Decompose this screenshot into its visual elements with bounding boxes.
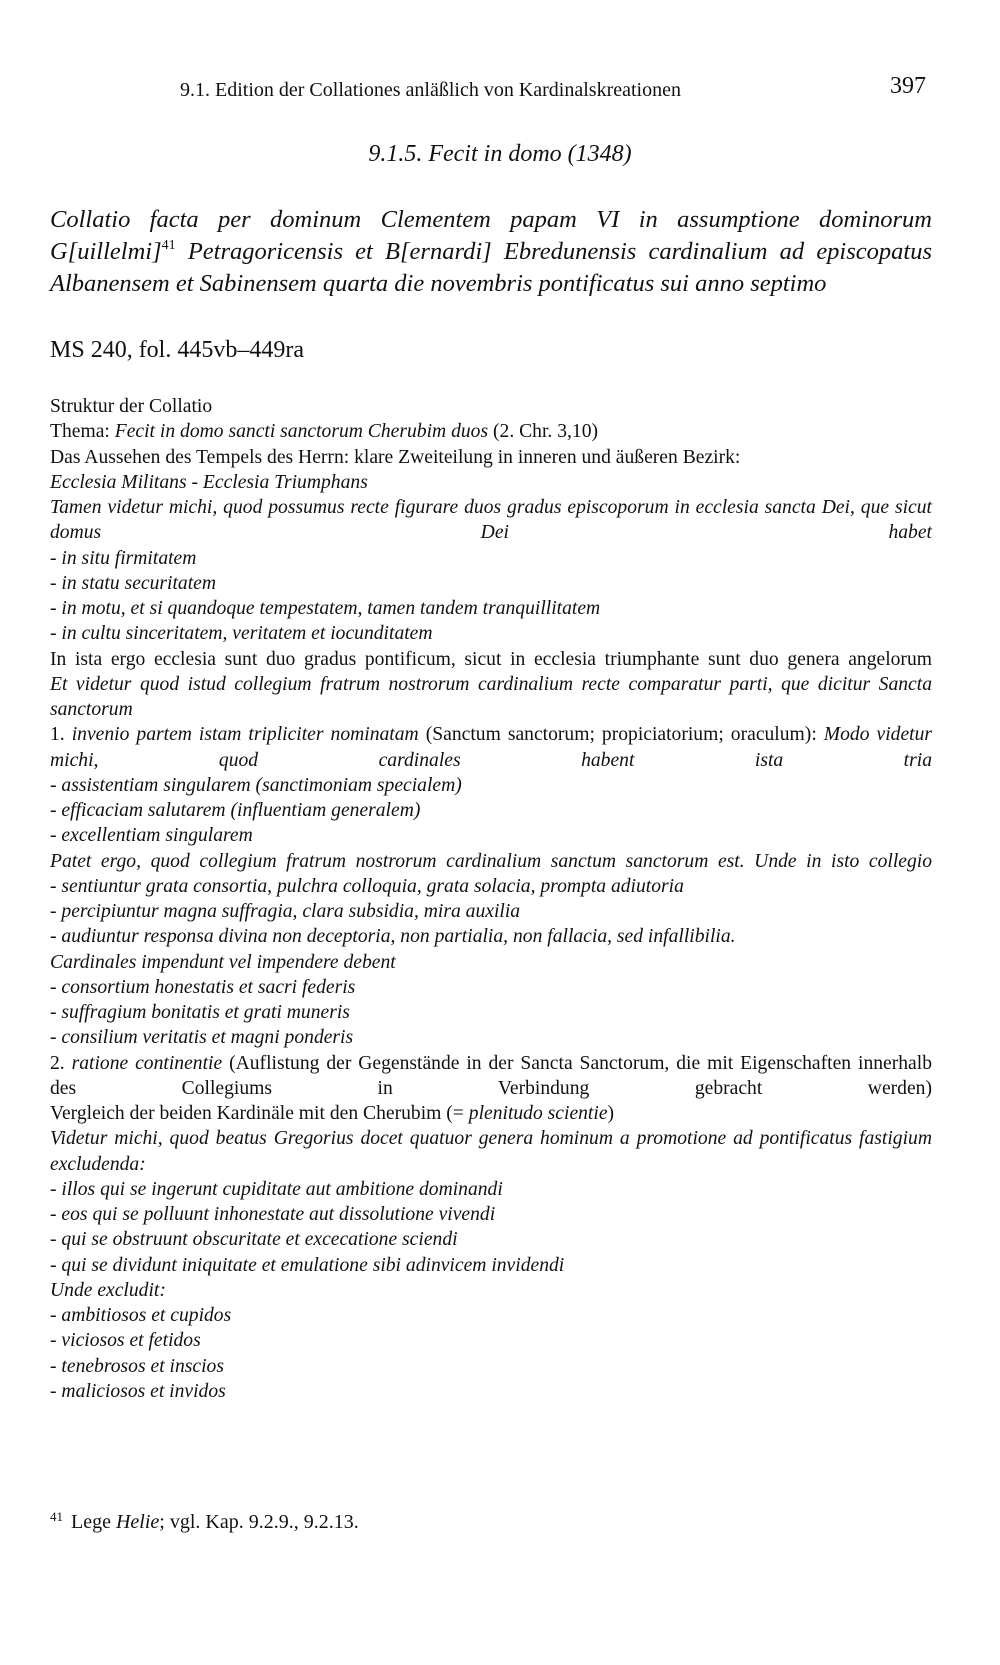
footnote-text-italic: Helie [115,1511,160,1533]
point-2-number: 2. [50,1052,72,1074]
list-item-text: - tenebrosos et inscios [50,1355,224,1377]
list-item-text: - qui se dividunt iniquitate et emulatione sibi adinvicem invidendi [50,1254,565,1276]
patet-paragraph [50,849,932,874]
list-item-text: - in cultu sinceritatem, veritatem et iocunditatem [50,623,433,645]
section-heading: 9.1.5. Fecit in domo (1348) [368,141,632,167]
videtur-text: Videtur michi, quod beatus Gregorius docet quatuor genera hominum a promotione ad pontificatus fastigium excludenda: [50,1128,932,1175]
point-2-italic: ratione continentie [71,1052,223,1074]
list-item [50,1303,932,1328]
list-item-text: - in statu securitatem [50,572,216,594]
title-part-2: Petragoricensis et B[ernardi] Ebredunensis cardinalium ad episcopatus Albanensem et Sabinensem quarta die novembris pontificatus sui anno septimo [50,238,932,297]
cardinales-line [50,950,932,975]
page-number: 397 [890,73,926,99]
tamen-paragraph [50,495,932,546]
list-item [50,1025,932,1050]
collatio-title [50,204,932,300]
footnote-reference: 41 [161,238,176,253]
list-item [50,924,932,949]
list-item-text: - efficaciam salutarem (influentiam generalem) [50,800,421,821]
ecclesia-text: Ecclesia Militans - Ecclesia Triumphans [50,471,368,493]
list-item [50,1354,932,1379]
list-item [50,1202,932,1227]
point-1-italic: invenio partem istam tripliciter nominatam [71,724,419,746]
thema-line [50,419,932,444]
unde-excludit-text: Unde excludit: [50,1279,166,1301]
vergleich-close: ) [607,1103,615,1124]
patet-text: Patet ergo, quod collegium fratrum nostrorum cardinalium sanctum sanctorum est. Unde in isto collegio [50,850,932,872]
footnote-number: 41 [50,1509,63,1524]
list-item-text: - ambitiosos et cupidos [50,1305,232,1326]
et-videtur-paragraph [50,672,932,723]
in-ista-paragraph: In ista ergo ecclesia sunt duo gradus pontificum, sicut in ecclesia triumphante sunt duo genera angelorum [50,648,932,670]
list-item [50,1379,932,1404]
list-item [50,975,932,1000]
list-item-text: - percipiuntur magna suffragia, clara subsidia, mira auxilia [50,901,521,922]
list-item-text: - consortium honestatis et sacri federis [50,976,356,998]
temple-line: Das Aussehen des Tempels des Herrn: klare Zweiteilung in inneren und äußeren Bezirk: [50,446,741,468]
vergleich-line [50,1101,932,1126]
point-1-paragraph [50,722,932,773]
list-item [50,798,932,823]
list-item [50,596,932,621]
list-item-text: - excellentiam singularem [50,825,253,847]
videtur-paragraph [50,1126,932,1177]
et-videtur-text: Et videtur quod istud collegium fratrum nostrorum cardinalium recte comparatur parti, que dicitur Sancta sanctorum [50,673,932,720]
list-item [50,1253,932,1278]
list-item-text: - assistentiam singularem (sanctimoniam specialem) [50,774,462,796]
point-2-roman: (Auflistung der Gegenstände in der Sancta Sanctorum, die mit Eigenschaften innerhalb des Collegiums in Verbindung gebracht werden) [50,1052,932,1099]
list-item-text: - eos qui se polluunt inhonestate aut dissolutione vivendi [50,1204,496,1225]
running-header [180,73,926,104]
list-item [50,874,932,899]
list-item-text: - audiuntur responsa divina non deceptoria, non partialia, non fallacia, sed infallibilia. [50,926,736,948]
manuscript-reference: MS 240, fol. 445vb–449ra [50,337,304,363]
title-part-1: Collatio facta per dominum Clementem papam VI in assumptione dominorum G[uillelmi] [50,206,932,265]
point-1-tail: Modo videtur michi, quod cardinales habent ista tria [50,724,933,771]
vergleich-roman: Vergleich der beiden Kardinäle mit den Cherubim (= [50,1103,469,1124]
list-item-text: - in situ firmitatem [50,547,197,569]
list-item-text: - maliciosos et invidos [50,1380,226,1402]
list-item [50,1227,932,1252]
list-item-text: - sentiuntur grata consortia, pulchra colloquia, grata solacia, prompta adiutoria [50,875,684,897]
vergleich-italic: plenitudo scientie [468,1103,608,1124]
list-item [50,1177,932,1202]
list-item [50,899,932,924]
list-item [50,773,932,798]
thema-text: Fecit in domo sancti sanctorum Cherubim duos [114,421,489,443]
structure-heading: Struktur der Collatio [50,396,213,417]
point-1-number: 1. [50,724,72,746]
point-1-roman: (Sanctum sanctorum; propiciatorium; oraculum): [418,724,824,746]
list-item-text: - in motu, et si quandoque tempestatem, tamen tandem tranquillitatem [50,598,601,619]
list-item [50,571,932,596]
list-item-text: - viciosos et fetidos [50,1330,201,1352]
structure-section [50,394,932,1404]
thema-reference: (2. Chr. 3,10) [488,421,599,443]
point-2-paragraph [50,1051,932,1102]
footnote [50,1508,359,1536]
list-item-text: - illos qui se ingerunt cupiditate aut ambitione dominandi [50,1178,503,1200]
unde-excludit-line [50,1278,932,1303]
ecclesia-line [50,470,932,495]
list-item [50,621,932,646]
tamen-text: Tamen videtur michi, quod possumus recte figurare duos gradus episcoporum in ecclesia sancta Dei, que sicut domus Dei habet [50,497,932,544]
list-item [50,1000,932,1025]
footnote-text-pre: Lege [71,1511,116,1533]
list-item [50,546,932,571]
list-item-text: - consilium veritatis et magni ponderis [50,1027,354,1049]
list-item [50,1328,932,1353]
thema-label: Thema: [50,421,115,443]
footnote-text-post: ; vgl. Kap. 9.2.9., 9.2.13. [159,1511,359,1533]
cardinales-text: Cardinales impendunt vel impendere debent [50,951,396,973]
list-item [50,823,932,848]
running-title: 9.1. Edition der Collationes anläßlich von Kardinalskreationen [180,79,681,101]
list-item-text: - qui se obstruunt obscuritate et excecatione sciendi [50,1229,458,1251]
list-item-text: - suffragium bonitatis et grati muneris [50,1002,350,1023]
